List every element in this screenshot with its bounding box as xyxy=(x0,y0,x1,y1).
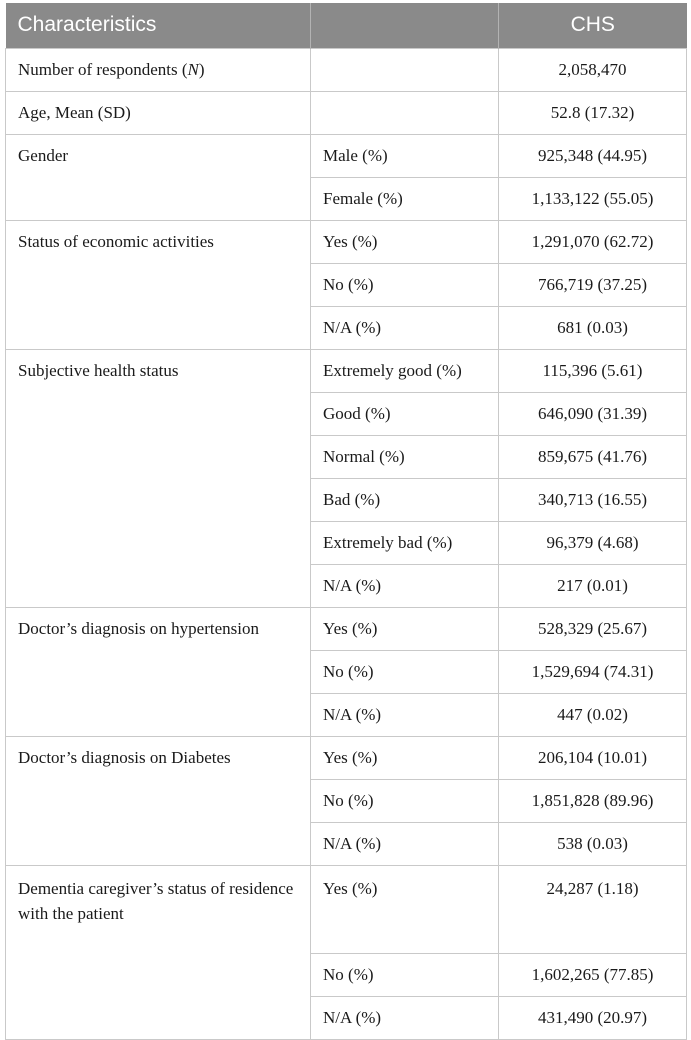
table-row xyxy=(6,48,687,91)
table-row xyxy=(6,134,687,177)
row-value: 52.8 (17.32) xyxy=(499,91,687,134)
table-row xyxy=(6,392,687,435)
table-row xyxy=(6,607,687,650)
table-row xyxy=(6,650,687,693)
row-characteristic xyxy=(6,693,311,736)
row-category xyxy=(311,91,499,134)
row-category: Extremely bad (%) xyxy=(311,521,499,564)
row-category: No (%) xyxy=(311,779,499,822)
row-category: Yes (%) xyxy=(311,736,499,779)
table-row xyxy=(6,177,687,220)
row-value: 340,713 (16.55) xyxy=(499,478,687,521)
table-row xyxy=(6,435,687,478)
row-characteristic xyxy=(6,177,311,220)
row-category: No (%) xyxy=(311,263,499,306)
row-characteristic xyxy=(6,48,311,91)
table-row xyxy=(6,865,687,953)
row-value: 431,490 (20.97) xyxy=(499,996,687,1039)
row-value: 96,379 (4.68) xyxy=(499,521,687,564)
row-value: 1,133,122 (55.05) xyxy=(499,177,687,220)
table-row xyxy=(6,822,687,865)
characteristic-tail: ) xyxy=(198,59,205,79)
table-row xyxy=(6,349,687,392)
row-value: 447 (0.02) xyxy=(499,693,687,736)
row-characteristic: Doctor’s diagnosis on Diabetes xyxy=(6,736,311,779)
row-category xyxy=(311,48,499,91)
row-category: No (%) xyxy=(311,650,499,693)
row-characteristic: Gender xyxy=(6,134,311,177)
table-row xyxy=(6,693,687,736)
row-characteristic: Subjective health status xyxy=(6,349,311,392)
characteristic-italic: N xyxy=(187,59,199,79)
row-category: Yes (%) xyxy=(311,607,499,650)
row-characteristic xyxy=(6,306,311,349)
table-row xyxy=(6,953,687,996)
characteristic-text: Number of respondents ( xyxy=(18,59,188,79)
row-characteristic xyxy=(6,779,311,822)
row-category: N/A (%) xyxy=(311,822,499,865)
row-value: 1,291,070 (62.72) xyxy=(499,220,687,263)
row-characteristic xyxy=(6,263,311,306)
table-row xyxy=(6,996,687,1039)
header-characteristics: Characteristics xyxy=(6,3,311,48)
row-characteristic xyxy=(6,650,311,693)
row-category: Yes (%) xyxy=(311,220,499,263)
row-value: 1,529,694 (74.31) xyxy=(499,650,687,693)
row-category: Yes (%) xyxy=(311,865,499,953)
row-characteristic: Dementia caregiver’s status of residence with the patient xyxy=(6,865,311,953)
table-header xyxy=(6,3,687,48)
header-subcategory xyxy=(311,3,499,48)
row-characteristic xyxy=(6,478,311,521)
row-category: Normal (%) xyxy=(311,435,499,478)
row-category: Extremely good (%) xyxy=(311,349,499,392)
row-value: 2,058,470 xyxy=(499,48,687,91)
row-characteristic xyxy=(6,996,311,1039)
row-characteristic xyxy=(6,392,311,435)
row-value: 1,602,265 (77.85) xyxy=(499,953,687,996)
table-row xyxy=(6,306,687,349)
table-row xyxy=(6,91,687,134)
row-value: 538 (0.03) xyxy=(499,822,687,865)
table-row xyxy=(6,779,687,822)
table-row xyxy=(6,263,687,306)
row-value: 206,104 (10.01) xyxy=(499,736,687,779)
row-value: 24,287 (1.18) xyxy=(499,865,687,953)
table-row xyxy=(6,478,687,521)
row-value: 217 (0.01) xyxy=(499,564,687,607)
row-value: 859,675 (41.76) xyxy=(499,435,687,478)
row-category: N/A (%) xyxy=(311,306,499,349)
row-value: 766,719 (37.25) xyxy=(499,263,687,306)
row-value: 1,851,828 (89.96) xyxy=(499,779,687,822)
characteristics-table xyxy=(5,3,687,1040)
row-value: 115,396 (5.61) xyxy=(499,349,687,392)
row-category: Good (%) xyxy=(311,392,499,435)
row-characteristic xyxy=(6,822,311,865)
row-category: N/A (%) xyxy=(311,693,499,736)
row-value: 528,329 (25.67) xyxy=(499,607,687,650)
table-body xyxy=(6,48,687,1039)
row-characteristic xyxy=(6,521,311,564)
table-row xyxy=(6,521,687,564)
row-category: N/A (%) xyxy=(311,996,499,1039)
row-value: 646,090 (31.39) xyxy=(499,392,687,435)
header-chs: CHS xyxy=(499,3,687,48)
row-characteristic: Status of economic activities xyxy=(6,220,311,263)
row-value: 681 (0.03) xyxy=(499,306,687,349)
row-category: Male (%) xyxy=(311,134,499,177)
table-row xyxy=(6,736,687,779)
row-category: Female (%) xyxy=(311,177,499,220)
table-row xyxy=(6,564,687,607)
row-value: 925,348 (44.95) xyxy=(499,134,687,177)
header-row xyxy=(6,3,687,48)
row-category: No (%) xyxy=(311,953,499,996)
row-characteristic xyxy=(6,564,311,607)
row-characteristic: Doctor’s diagnosis on hypertension xyxy=(6,607,311,650)
row-category: Bad (%) xyxy=(311,478,499,521)
row-characteristic xyxy=(6,953,311,996)
table-row xyxy=(6,220,687,263)
row-characteristic: Age, Mean (SD) xyxy=(6,91,311,134)
row-characteristic xyxy=(6,435,311,478)
row-category: N/A (%) xyxy=(311,564,499,607)
